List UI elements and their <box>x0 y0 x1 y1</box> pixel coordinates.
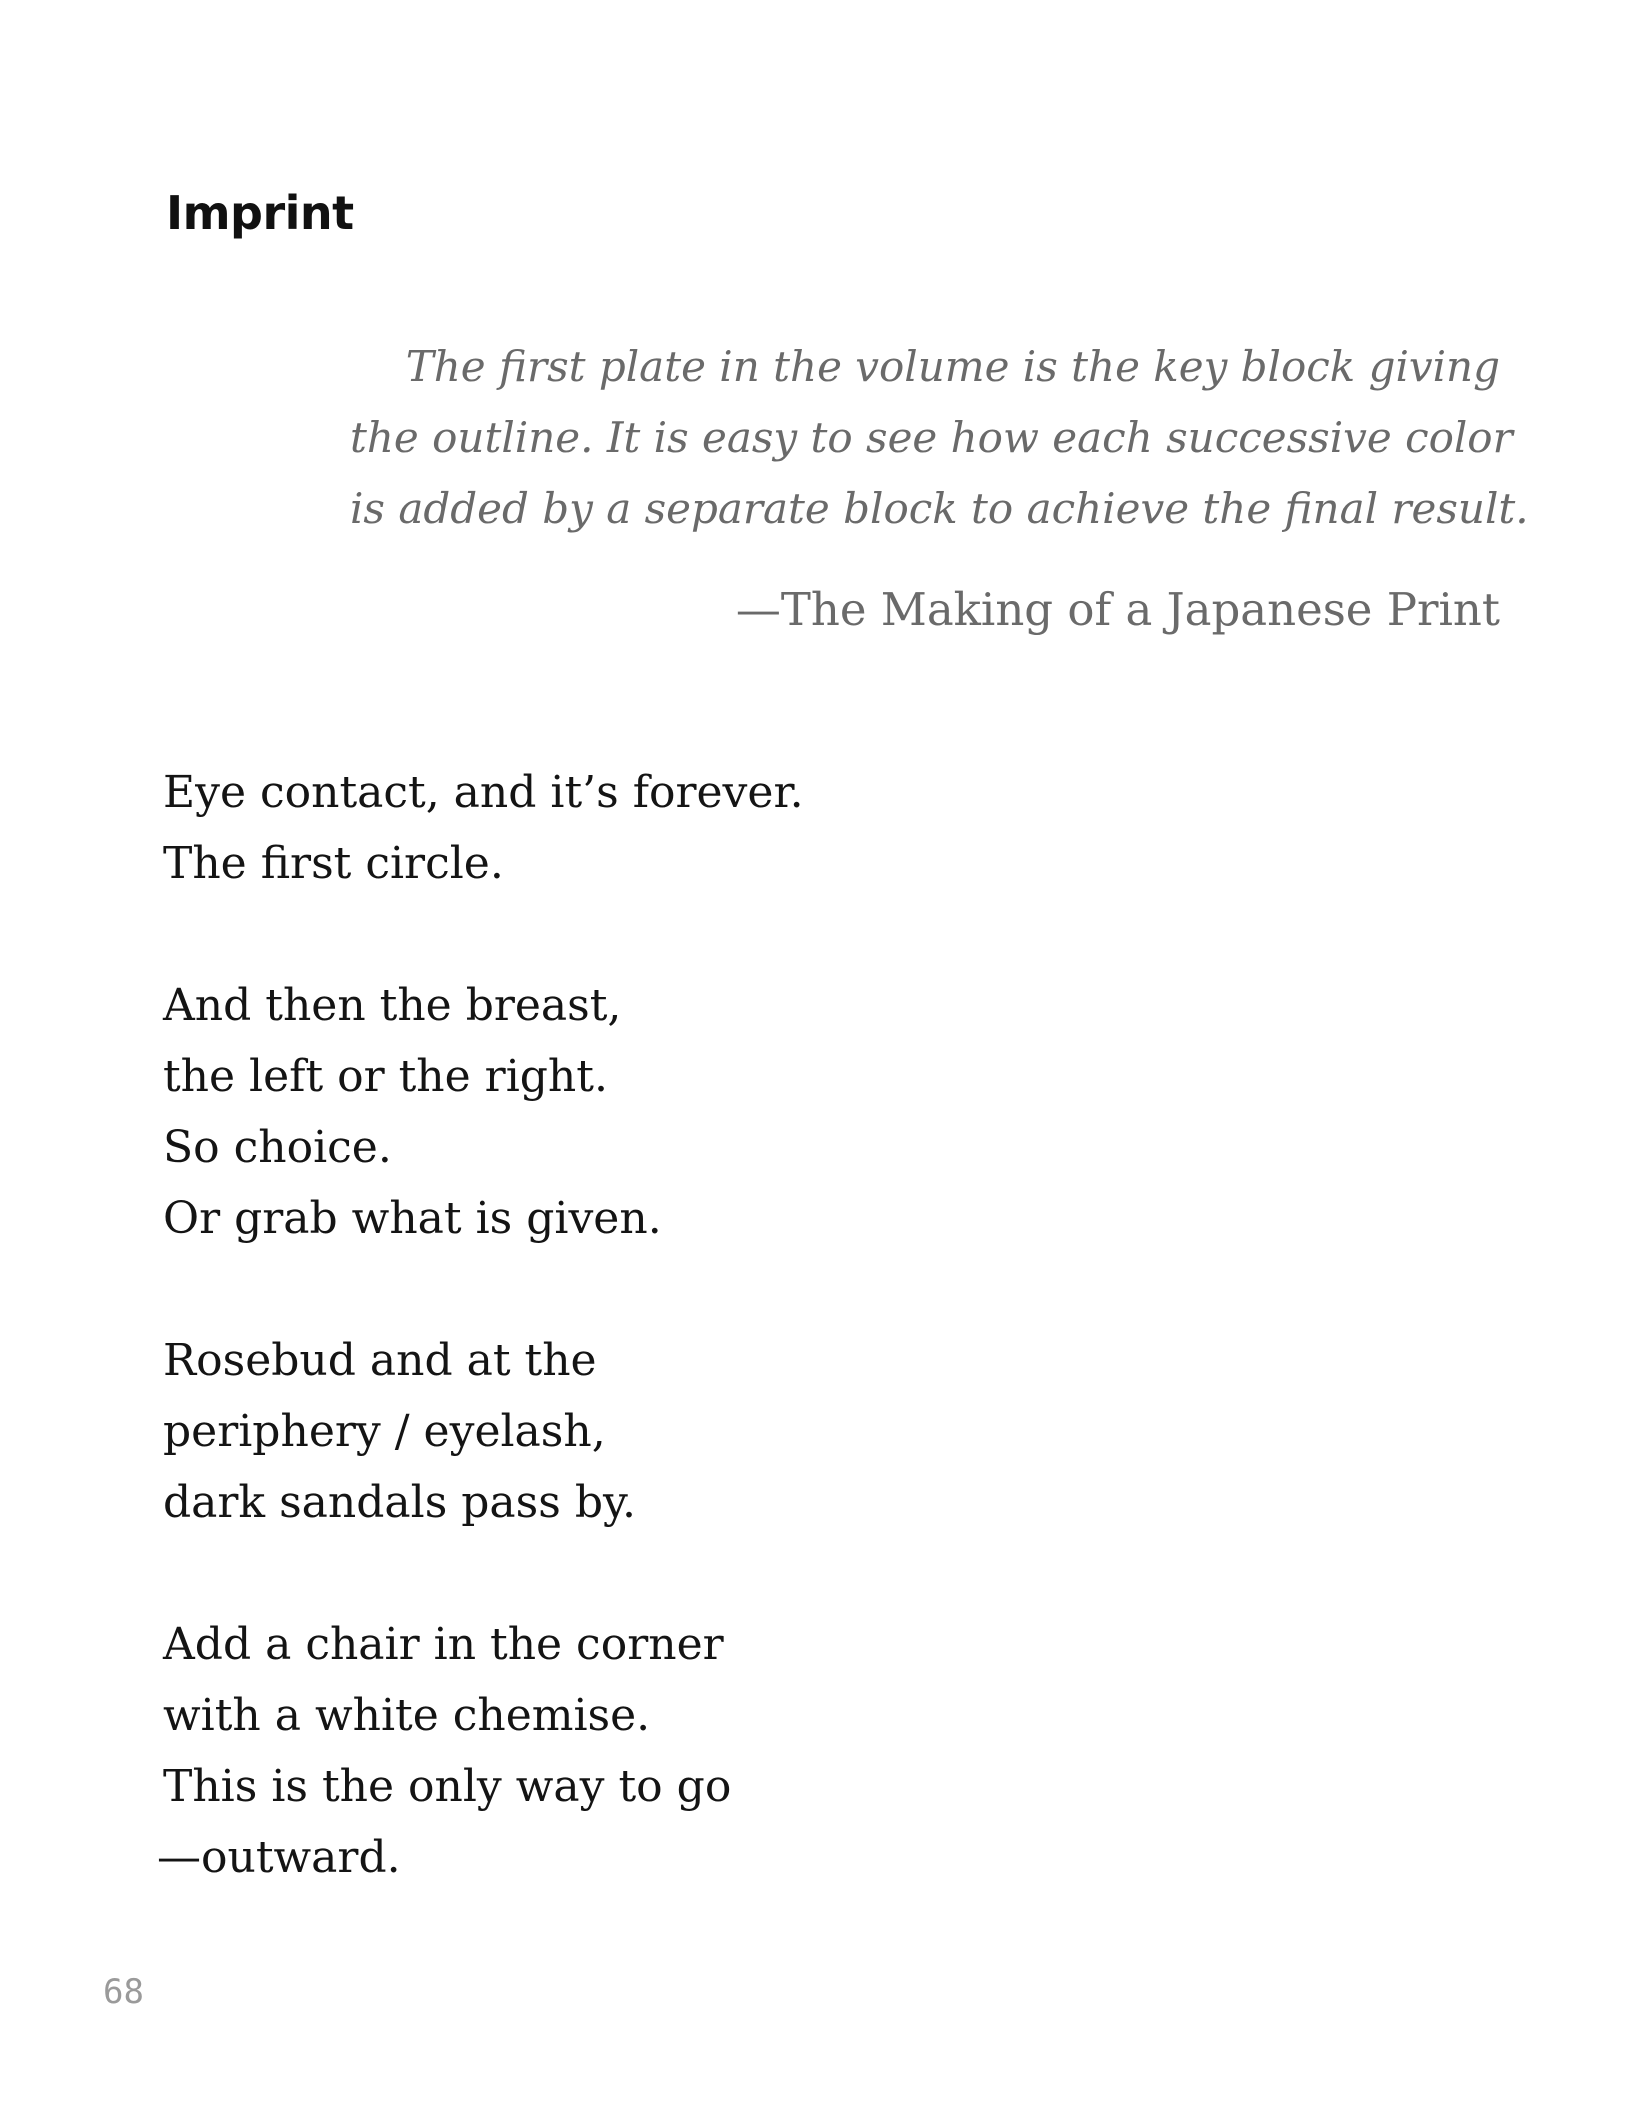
stanza <box>163 1325 804 1538</box>
poem-line: periphery / eyelash, <box>163 1406 606 1457</box>
poem-line: with a white chemise. <box>163 1690 651 1741</box>
poem-title: Imprint <box>166 186 354 240</box>
poem-line: —outward. <box>157 1832 401 1883</box>
poem-line: This is the only way to go <box>163 1761 732 1812</box>
epigraph-line: the outline. It is easy to see how each successive color <box>350 413 1513 462</box>
epigraph-attribution: —The Making of a Japanese Print <box>735 583 1500 636</box>
stanza <box>163 757 804 899</box>
poem-line: And then the breast, <box>163 980 622 1031</box>
poem-line: The first circle. <box>163 838 504 889</box>
poem-line: dark sandals pass by. <box>163 1477 636 1528</box>
poem-line: Add a chair in the corner <box>163 1619 724 1670</box>
epigraph <box>350 331 1529 544</box>
stanza <box>163 970 804 1254</box>
epigraph-line: is added by a separate block to achieve the final result. <box>350 484 1529 533</box>
poem-body <box>157 757 804 1964</box>
epigraph-line: The first plate in the volume is the key block giving <box>405 342 1500 391</box>
page-number: 68 <box>103 1972 144 2012</box>
poem-line: So choice. <box>163 1122 392 1173</box>
poem-line: the left or the right. <box>163 1051 608 1102</box>
poem-line: Eye contact, and it’s forever. <box>163 767 804 818</box>
poem-line: Rosebud and at the <box>163 1335 597 1386</box>
poem-line: Or grab what is given. <box>163 1193 662 1244</box>
stanza <box>157 1609 804 1893</box>
